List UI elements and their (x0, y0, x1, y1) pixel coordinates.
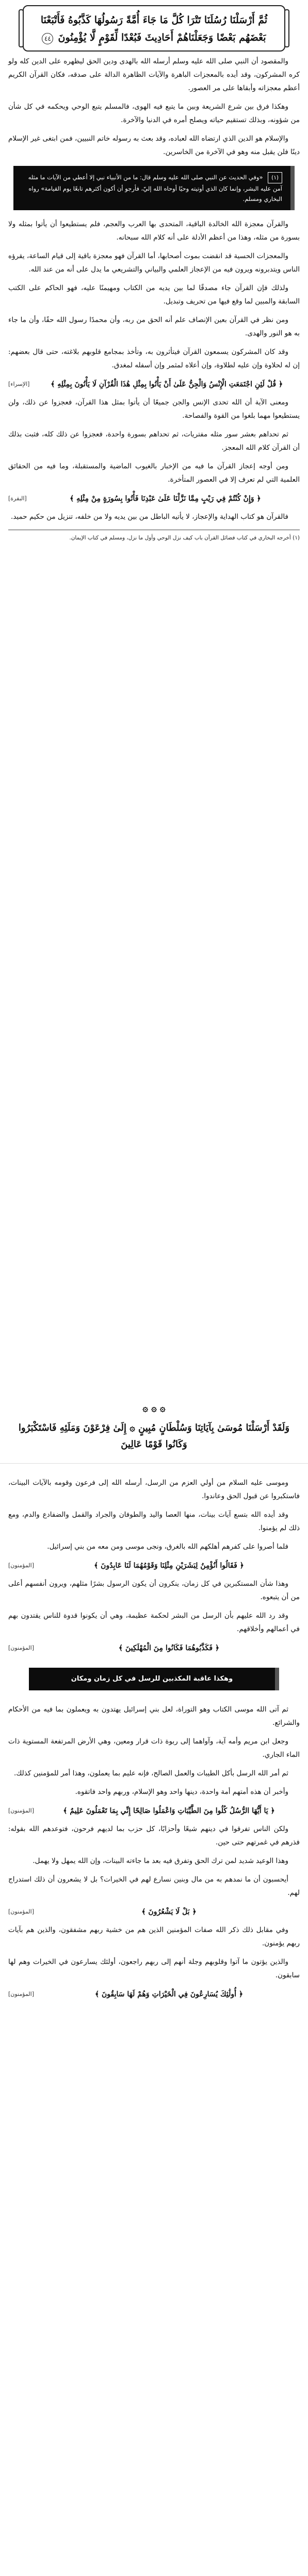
paragraph: ثم أمر الله الرسل بأكل الطيبات والعمل الصالح، فإنه عليم بما يعملون، وهذا أمر للمؤمنين كذلك. (13, 1769, 288, 1777)
paragraph: والمعجزات الحسية قد انقضت بموت أصحابها، أما القرآن فهو معجزة باقية إلى قيام الساعة، يقرؤه الناس ويتدبرونه ويرون فيه من الإعجاز العلمي والبياني والتشريعي ما يدل على أنه من عند الله. (8, 252, 300, 274)
quran-quote (8, 1558, 300, 1573)
quote-source: [المؤمنون] (8, 1562, 35, 1569)
quote-source: [البقرة] (8, 495, 27, 502)
paragraph: وأخبر أن هذه أمتهم أمة واحدة، دينها واحد وهو الإسلام، وربهم واحد فاتقوه. (75, 1788, 288, 1796)
verse-number-badge: ٤٤ (42, 33, 53, 44)
quote-text: ﴿ يَا أَيُّهَا الرُّسُلُ كُلُوا مِنَ الطَّيِّبَاتِ وَاعْمَلُوا صَالِحًا إِنِّي بِمَا تَعْمَلُونَ عَلِيمٌ ﴾ (63, 1807, 275, 1815)
paragraph: ثم آتى الله موسى الكتاب وهو التوراة، لعل بني إسرائيل يهتدون به ويعملون بما فيه من الأحكام والشرائع. (8, 1705, 300, 1727)
paragraph: ولكن الناس تفرقوا في دينهم شيعًا وأحزابًا، كل حزب بما لديهم فرحون، فتوعدهم الله بقوله: فذرهم في غمرتهم حتى حين. (8, 1825, 300, 1846)
page-two (0, 1463, 308, 2576)
quran-quote (8, 1987, 300, 2002)
paragraph: وهذا شأن المستكبرين في كل زمان، ينكرون أن يكون الرسول بشرًا مثلهم، ويرون أنفسهم أعلى من أن يتبعوه. (8, 1580, 300, 1601)
quote-source: [المؤمنون] (8, 1908, 35, 1915)
paragraph: وهذا الوعيد شديد لمن ترك الحق وتفرق فيه بعد ما جاءته البينات، وإن الله يمهل ولا يهمل. (33, 1857, 288, 1865)
paragraph: أيحسبون أن ما نمدهم به من مال وبنين نسارع لهم في الخيرات؟ بل لا يشعرون أن ذلك استدراج لهم. (8, 1875, 300, 1897)
paragraph: وفي مقابل ذلك ذكر الله صفات المؤمنين الذين هم من خشية ربهم مشفقون، والذين هم بآيات ربهم يؤمنون. (8, 1926, 300, 1947)
quote-source: [المؤمنون] (8, 1991, 35, 1997)
paragraph: وقد رد الله عليهم بأن الرسل من البشر لحكمة عظيمة، وهي أن يكونوا قدوة للناس يقتدون بهم في أعمالهم وأخلاقهم. (8, 1612, 300, 1633)
verse-text: ثُمَّ أَرْسَلْنَا رُسُلَنَا تَتْرَا كُلَّ مَا جَاءَ أُمَّةً رَسُولُهَا كَذَّبُوهُ فَأَتْبَعْنَا بَعْضَهُم بَعْضًا وَجَعَلْنَاهُمْ أَحَادِيثَ فَبُعْدًا لِّقَوْمٍ لَّا يُؤْمِنُونَ (40, 14, 268, 43)
quote-text: ﴿ بَلْ لَا يَشْعُرُونَ ﴾ (141, 1908, 197, 1916)
quote-text: ﴿ وَإِنْ كُنْتُمْ فِي رَيْبٍ مِمَّا نَزَّلْنَا عَلَىٰ عَبْدِنَا فَأْتُوا بِسُورَةٍ مِنْ مِثْلِهِ ﴾ (70, 495, 261, 503)
footnote-reference: (١) (268, 172, 282, 183)
paragraph: والمقصود أن النبي صلى الله عليه وسلم أرسله الله بالهدى ودين الحق ليظهره على الدين كله ولو كره المشركون، وقد أيده بالمعجزات الباهرة والآيات الظاهرة الدالة على صدقه، فكان القرآن الكريم أعظم معجزاته وأبقاها على مر العصور. (8, 57, 300, 92)
ornament-divider-icon: ۞ ۞ ۞ (142, 1403, 166, 1414)
hadith-callout (13, 166, 295, 210)
callout-text: «وفي الحديث عن النبي صلى الله عليه وسلم قال: ما من الأنبياء نبي إلا أعطي من الآيات ما مثله آمن عليه البشر، وإنما كان الذي أوتيته وحيًا أوحاه الله إليّ، فأرجو أن أكون أكثرهم تابعًا يوم القيامة» رواه البخاري ومسلم. (28, 174, 282, 202)
paragraph: ولذلك فإن القرآن جاء مصدقًا لما بين يديه من الكتاب ومهيمنًا عليه، فهو الحاكم على الكتب السابقة والمبين لما وقع فيها من تحريف وتبديل. (8, 284, 300, 306)
paragraph: ثم تحداهم بعشر سور مثله مفتريات، ثم تحداهم بسورة واحدة، فعجزوا عن ذلك كله، فثبت بذلك أن القرآن كلام الله المعجز. (8, 430, 300, 452)
quran-quote (8, 1641, 300, 1655)
quran-quote (8, 1905, 300, 1919)
paragraph: وجعل ابن مريم وأمه آية، وآواهما إلى ربوة ذات قرار ومعين، وهي الأرض المرتفعة المستوية ذات الماء الجاري. (8, 1737, 300, 1759)
paragraph: فالقرآن هو كتاب الهداية والإعجاز، لا يأتيه الباطل من بين يديه ولا من خلفه، تنزيل من حكيم حميد. (11, 513, 288, 521)
quran-quote (8, 1804, 300, 1818)
paragraph: وموسى عليه السلام من أولي العزم من الرسل، أرسله الله إلى فرعون وقومه بالآيات البينات، فاستكبروا عن قبول الحق وعاندوا. (8, 1479, 300, 1500)
paragraph: والذين يؤتون ما آتوا وقلوبهم وجلة أنهم إلى ربهم راجعون، أولئك يسارعون في الخيرات وهم لها سابقون. (8, 1958, 300, 1979)
quote-text: ﴿ فَكَذَّبُوهُمَا فَكَانُوا مِنَ الْمُهْلَكِينَ ﴾ (118, 1644, 220, 1652)
highlight-callout: وهكذا عاقبة المكذبين للرسل في كل زمان ومكان (29, 1668, 279, 1690)
quote-source: [الإسراء] (8, 381, 30, 387)
quran-quote (8, 492, 300, 506)
verse-banner (23, 5, 285, 52)
paragraph: ومن أوجه إعجاز القرآن ما فيه من الإخبار بالغيوب الماضية والمستقبلة، وما فيه من الحقائق العلمية التي لم تعرف إلا في العصور المتأخرة. (8, 462, 300, 484)
paragraph: وهكذا فرق بين شرع الشريعة وبين ما يتبع فيه الهوى، فالمسلم يتبع الوحي ويحكمه في كل شأن من شؤونه، وبذلك تستقيم حياته ويصلح أمره في الدنيا والآخرة. (8, 103, 300, 124)
quote-source: [المؤمنون] (8, 1645, 35, 1651)
paragraph: ومن نظر في القرآن بعين الإنصاف علم أنه الحق من ربه، وأن محمدًا رسول الله حقًا، وأن ما جاء به هو النور والهدى. (8, 316, 300, 337)
ornament-text: وَلَقَدْ أَرْسَلْنَا مُوسَىٰ بِآيَاتِنَا وَسُلْطَانٍ مُبِينٍ ۞ إِلَىٰ فِرْعَوْنَ وَمَلَئِهِ فَاسْتَكْبَرُوا وَكَانُوا قَوْمًا عَالِينَ (18, 1422, 290, 1450)
paragraph: وقد أيده الله بتسع آيات بينات، منها العصا واليد والطوفان والجراد والقمل والضفادع والدم، ومع ذلك لم يؤمنوا. (8, 1511, 300, 1532)
quote-text: ﴿ قُلْ لَئِنِ اجْتَمَعَتِ الْإِنْسُ وَالْجِنُّ عَلَىٰ أَنْ يَأْتُوا بِمِثْلِ هَٰذَا الْقُرْآنِ لَا يَأْتُونَ بِمِثْلِهِ ﴾ (51, 380, 283, 388)
footnote: (١) أخرجه البخاري في كتاب فضائل القرآن باب كيف نزل الوحي وأول ما نزل، ومسلم في كتاب الإيمان. (8, 530, 300, 543)
paragraph: وقد كان المشركون يسمعون القرآن فيتأثرون به، وتأخذ بمجامع قلوبهم بلاغته، حتى قال بعضهم: إن له لحلاوة وإن عليه لطلاوة، وإن أعلاه لمثمر وإن أسفله لمغدق. (8, 348, 300, 369)
paragraph: فلما أصروا على كفرهم أهلكهم الله بالغرق، ونجى موسى ومن معه من بني إسرائيل. (47, 1543, 288, 1551)
paragraph: ومعنى الآية أن الله تحدى الإنس والجن جميعًا أن يأتوا بمثل هذا القرآن، فعجزوا عن ذلك، ولن يستطيعوا مهما بلغوا من القوة والفصاحة. (8, 398, 300, 420)
quote-source: [المؤمنون] (8, 1807, 35, 1814)
ornamental-verse-footer (15, 1397, 293, 1453)
quote-text: ﴿ أُولَٰئِكَ يُسَارِعُونَ فِي الْخَيْرَاتِ وَهُمْ لَهَا سَابِقُونَ ﴾ (94, 1990, 244, 1998)
quote-text: ﴿ فَقَالُوا أَنُؤْمِنُ لِبَشَرَيْنِ مِثْلِنَا وَقَوْمُهُمَا لَنَا عَابِدُونَ ﴾ (94, 1562, 244, 1570)
paragraph: والقرآن معجزة الله الخالدة الباقية، المتحدى بها العرب والعجم، فلم يستطيعوا أن يأتوا بمثله ولا بسورة من مثله، وهذا من أعظم الأدلة على أنه كلام الله سبحانه. (8, 220, 300, 242)
quran-quote (8, 377, 300, 392)
paragraph: والإسلام هو الدين الذي ارتضاه الله لعباده، وقد بعث به رسوله خاتم النبيين، فمن ابتغى غير الإسلام دينًا فلن يقبل منه وهو في الآخرة من الخاسرين. (8, 134, 300, 156)
